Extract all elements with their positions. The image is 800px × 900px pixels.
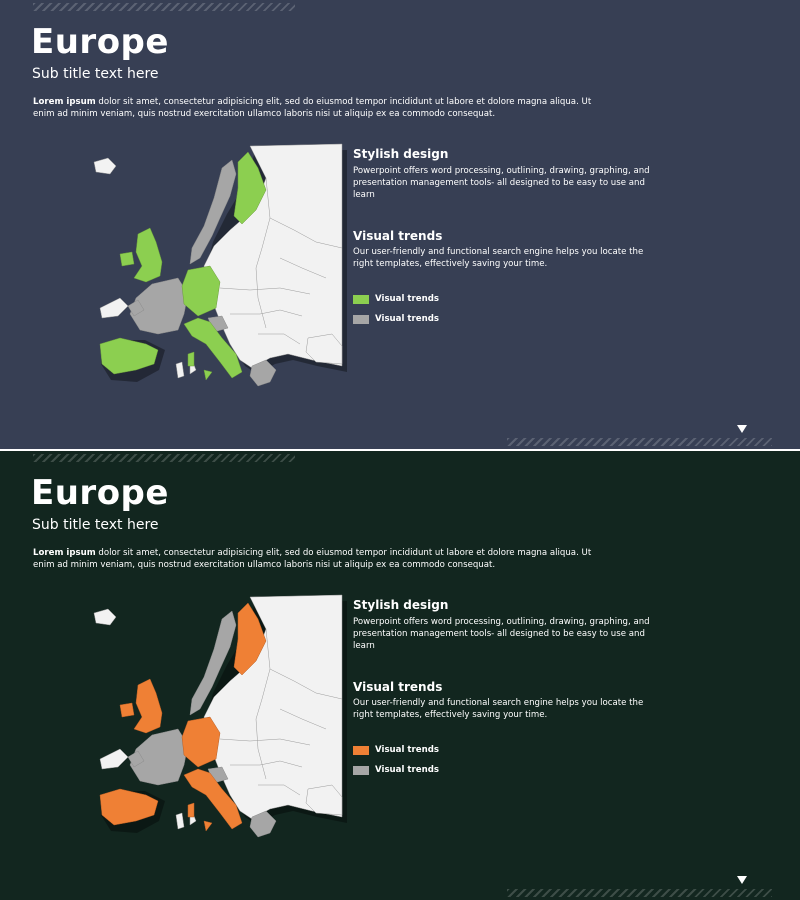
decorative-hatch-top xyxy=(33,3,295,11)
legend-item-highlight xyxy=(353,293,439,305)
europe-map xyxy=(80,138,350,408)
section-heading-stylish-design: Stylish design xyxy=(353,598,449,612)
intro-paragraph xyxy=(33,547,593,571)
slide-title: Europe xyxy=(31,473,169,513)
legend-label-highlight: Visual trends xyxy=(375,294,439,304)
europe-map-graphic xyxy=(80,589,350,859)
legend-swatch-secondary xyxy=(353,315,369,324)
section-heading-visual-trends: Visual trends xyxy=(353,680,443,694)
section-text-stylish-design: Powerpoint offers word processing, outlining, drawing, graphing, and presentation management tools- all designed to be easy to use and learn xyxy=(353,617,650,651)
section-text-visual-trends: Our user-friendly and functional search engine helps you locate the right templates, effectively saving your time. xyxy=(353,698,644,720)
intro-bold: Lorem ipsum xyxy=(33,97,96,107)
next-slide-arrow-icon[interactable] xyxy=(737,876,747,884)
legend-swatch-highlight xyxy=(353,295,369,304)
intro-text: dolor sit amet, consectetur adipisicing elit, sed do eiusmod tempor incididunt ut labore et dolore magna aliqua. Ut enim ad minim veniam, quis nostrud exercitation ullamco laboris nisi ut aliquip ex ea commodo consequat. xyxy=(33,97,592,119)
legend-label-highlight: Visual trends xyxy=(375,745,439,755)
section-heading-stylish-design: Stylish design xyxy=(353,147,449,161)
slide-2 xyxy=(0,451,800,900)
section-text-stylish-design: Powerpoint offers word processing, outlining, drawing, graphing, and presentation management tools- all designed to be easy to use and learn xyxy=(353,166,650,200)
intro-bold: Lorem ipsum xyxy=(33,548,96,558)
section-text-visual-trends: Our user-friendly and functional search engine helps you locate the right templates, effectively saving your time. xyxy=(353,247,644,269)
decorative-hatch-top xyxy=(33,454,295,462)
legend-swatch-secondary xyxy=(353,766,369,775)
intro-paragraph xyxy=(33,96,593,120)
legend-item-secondary xyxy=(353,764,439,776)
legend-swatch-highlight xyxy=(353,746,369,755)
legend-item-secondary xyxy=(353,313,439,325)
legend-item-highlight xyxy=(353,744,439,756)
decorative-hatch-bottom xyxy=(507,438,772,446)
legend-label-secondary: Visual trends xyxy=(375,314,439,324)
slide-subtitle: Sub title text here xyxy=(32,517,159,533)
slide-1 xyxy=(0,0,800,449)
europe-map xyxy=(80,589,350,859)
legend-label-secondary: Visual trends xyxy=(375,765,439,775)
section-heading-visual-trends: Visual trends xyxy=(353,229,443,243)
next-slide-arrow-icon[interactable] xyxy=(737,425,747,433)
slide-title: Europe xyxy=(31,22,169,62)
intro-text: dolor sit amet, consectetur adipisicing elit, sed do eiusmod tempor incididunt ut labore et dolore magna aliqua. Ut enim ad minim veniam, quis nostrud exercitation ullamco laboris nisi ut aliquip ex ea commodo consequat. xyxy=(33,548,592,570)
decorative-hatch-bottom xyxy=(507,889,772,897)
europe-map-graphic xyxy=(80,138,350,408)
slide-subtitle: Sub title text here xyxy=(32,66,159,82)
